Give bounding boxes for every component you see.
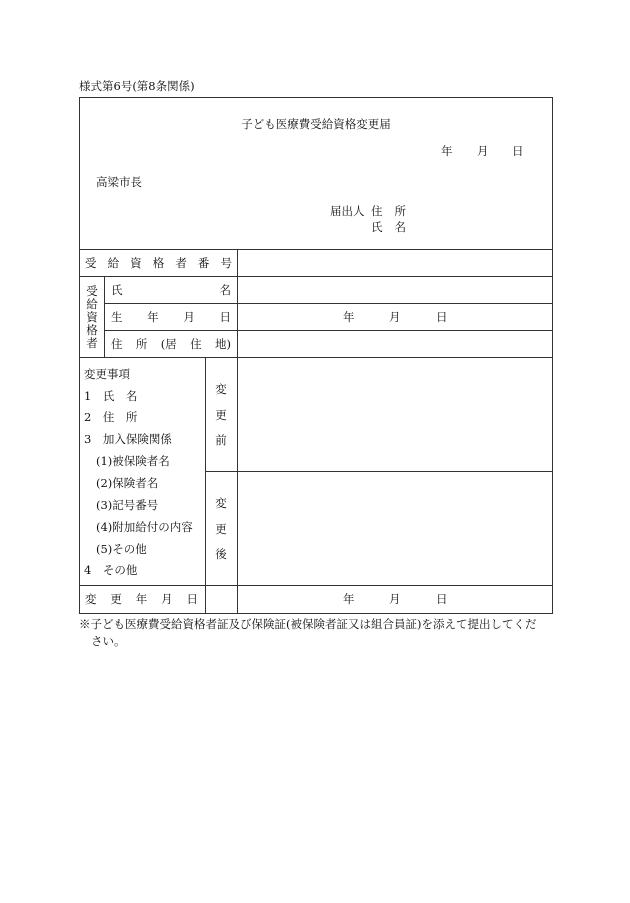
change-day-unit: 日 xyxy=(436,592,448,606)
change-year-unit: 年 xyxy=(343,592,355,606)
change-date-label: 変 更 年 月 日 xyxy=(85,592,198,606)
footnote-line-2: さい。 xyxy=(91,634,126,648)
change-item: 4 その他 xyxy=(84,563,138,577)
addressee: 高梁市長 xyxy=(96,175,142,189)
birth-year-unit: 年 xyxy=(343,310,355,324)
residence-label: 住 所 (居 住 地) xyxy=(111,337,231,351)
submit-date-year: 年 xyxy=(441,144,453,158)
after-change-label: 変 更 後 xyxy=(215,496,227,561)
recipient-number-label: 受 給 資 格 者 番 号 xyxy=(85,256,232,270)
recipient-group-label: 受 給 資 格 者 xyxy=(86,284,98,350)
applicant-name-label: 氏 名 xyxy=(371,220,406,234)
row-divider xyxy=(104,303,553,304)
applicant-label: 届出人 xyxy=(330,204,365,218)
before-change-label: 変 更 前 xyxy=(215,382,227,447)
recipient-name-label: 氏 名 xyxy=(111,283,231,297)
change-month-unit: 月 xyxy=(389,592,401,606)
row-divider xyxy=(79,276,553,277)
change-subitem: (3)記号番号 xyxy=(96,498,159,512)
change-subitem: (2)保険者名 xyxy=(96,476,159,490)
birth-day-unit: 日 xyxy=(436,310,448,324)
birth-month-unit: 月 xyxy=(389,310,401,324)
form-number: 様式第6号(第8条関係) xyxy=(79,79,195,93)
submit-date-day: 日 xyxy=(512,144,524,158)
column-divider xyxy=(205,357,206,614)
column-divider xyxy=(104,276,105,358)
column-divider xyxy=(237,249,238,358)
change-items-heading: 変更事項 xyxy=(84,367,130,381)
footnote-line-1: ※子ども医療費受給資格者証及び保険証(被保険者証又は組合員証)を添えて提出してくだ xyxy=(79,617,537,631)
birth-date-label: 生 年 月 日 xyxy=(111,310,231,324)
change-item: 1 氏 名 xyxy=(84,389,138,403)
row-divider xyxy=(104,330,553,331)
applicant-address-label: 住 所 xyxy=(371,204,406,218)
row-divider xyxy=(79,357,553,358)
submit-date-month: 月 xyxy=(477,144,489,158)
change-item: 3 加入保険関係 xyxy=(84,432,172,446)
column-divider xyxy=(237,357,238,614)
change-subitem: (5)その他 xyxy=(96,542,147,556)
document-title: 子ども医療費受給資格変更届 xyxy=(241,117,391,131)
change-subitem: (4)附加給付の内容 xyxy=(96,520,193,534)
row-divider xyxy=(79,585,553,586)
change-item: 2 住 所 xyxy=(84,410,138,424)
change-subitem: (1)被保険者名 xyxy=(96,454,170,468)
row-divider xyxy=(205,471,553,472)
